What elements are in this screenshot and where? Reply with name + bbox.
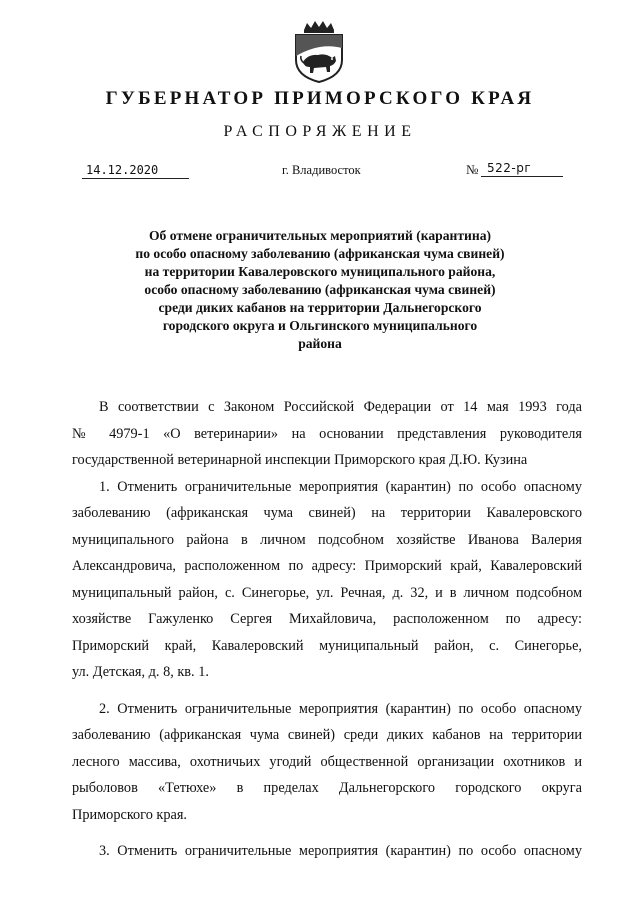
subject-line: среди диких кабанов на территории Дальнегорского [158,300,482,315]
document-type: РАСПОРЯЖЕНИЕ [223,123,417,140]
document-body [72,394,582,865]
issuer-title: ГУБЕРНАТОР ПРИМОРСКОГО КРАЯ [105,88,535,109]
intro-paragraph [72,394,582,474]
body-line: заболеванию (африканская чума свиней) среди диких кабанов на территории [72,727,582,743]
body-line: государственной ветеринарной инспекции Приморского края Д.Ю. Кузина [72,452,528,468]
document-number: 522-рг [481,161,563,177]
body-line: хозяйстве Гажуленко Сергея Михайловича, расположенном по адресу: [72,611,582,627]
subject-line: особо опасному заболеванию (африканская чума свиней) [144,282,496,297]
body-line: В соответствии с Законом Российской Федерации от 14 мая 1993 года [99,399,582,415]
coat-of-arms-icon [290,20,348,84]
body-line: 2. Отменить ограничительные мероприятия (карантин) по особо опасному [99,700,582,717]
number-sign: № [466,162,479,177]
subject-line: городского округа и Ольгинского муниципального [162,318,478,333]
body-line: рыболовов «Тетюхе» в пределах Дальнегорского городского округа [72,780,582,796]
subject-line: Об отмене ограничительных мероприятий (карантина) [148,228,492,243]
item-3-paragraph [72,838,582,865]
body-line: Приморский край, Кавалеровский муниципальный район, с. Синегорье, [72,637,582,654]
body-line: муниципального района в личном подсобном хозяйстве Иванова Валерия [72,531,582,548]
body-line: муниципальный район, с. Синегорье, ул. Речная, д. 32, и в личном подсобном [72,584,582,601]
paragraph-gap [72,686,582,696]
subject-line: по особо опасному заболеванию (африканская чума свиней) [135,246,505,261]
paragraph-gap [72,828,582,838]
body-line: заболеванию (африканская чума свиней) на территории Кавалеровского [72,505,582,521]
document-date: 14.12.2020 [82,163,189,179]
document-city: г. Владивосток [282,163,361,177]
document-subject [100,227,540,353]
subject-line: района [298,336,342,351]
subject-line: на территории Кавалеровского муниципального района, [144,264,496,279]
body-line: ул. Детская, д. 8, кв. 1. [72,664,209,680]
body-line: Приморского края. [72,806,188,823]
body-line: № 4979-1 «О ветеринарии» на основании представления руководителя [72,425,582,442]
body-line: 3. Отменить ограничительные мероприятия (карантин) по особо опасному [99,843,582,859]
body-line: 1. Отменить ограничительные мероприятия (карантин) по особо опасному [99,478,582,495]
body-line: Александровича, расположенном по адресу: Приморский край, Кавалеровский [72,558,582,574]
item-1-paragraph [72,474,582,686]
item-2-paragraph [72,696,582,829]
body-line: лесного массива, охотничьих угодий общественной организации охотников и [72,753,582,770]
